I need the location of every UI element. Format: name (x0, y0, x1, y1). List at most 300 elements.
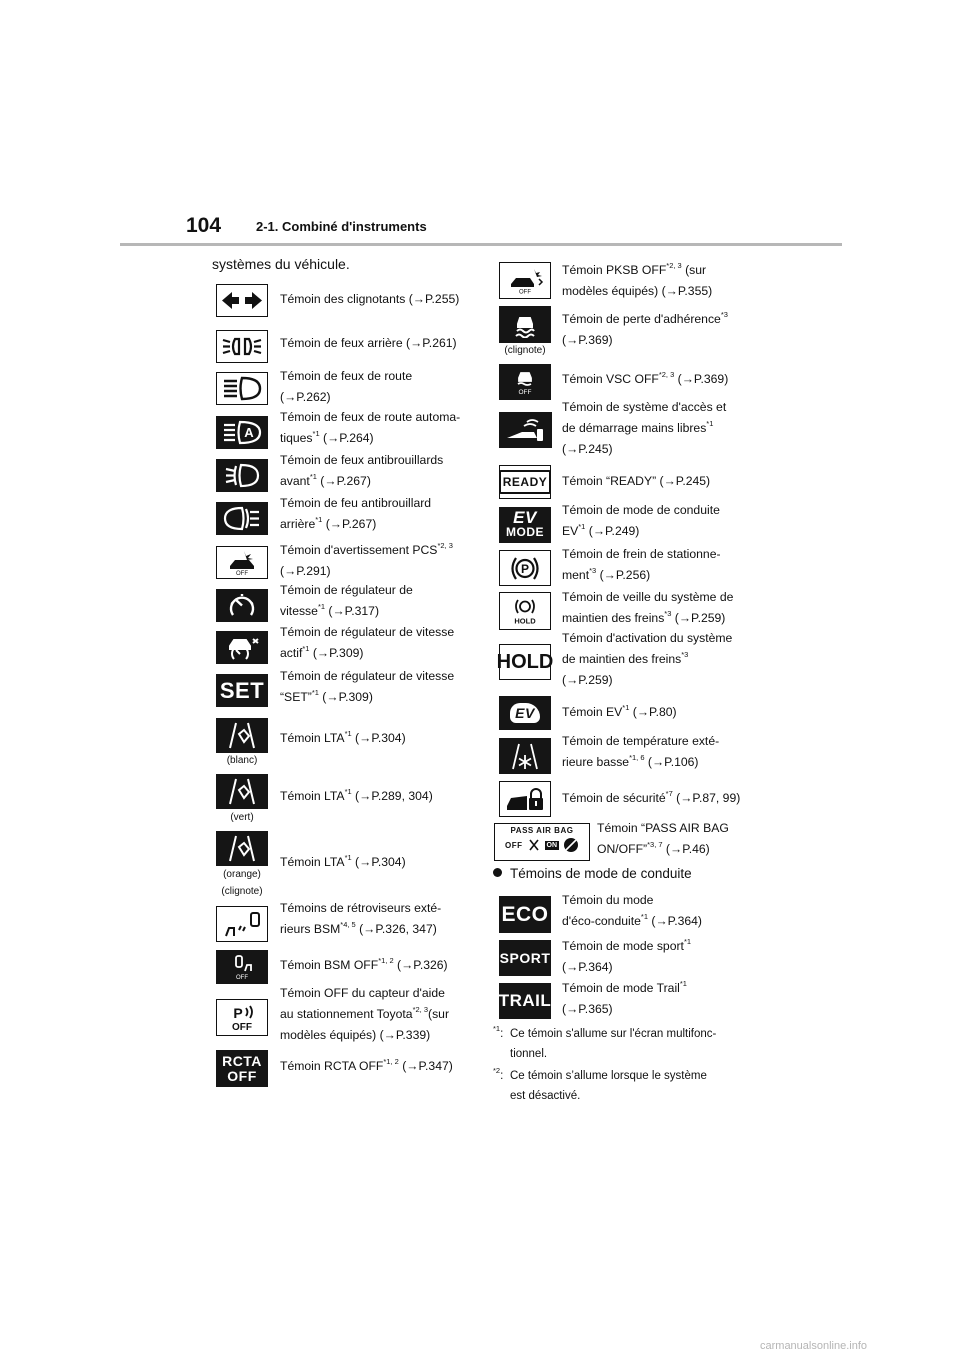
text-fragment: Témoin de sécurité (562, 791, 666, 805)
footnote-ref: *1, 6 (629, 753, 645, 762)
high-beam-icon (216, 372, 268, 405)
footnote-line: Ce témoin s'allume sur l'écran multifonc- (510, 1028, 717, 1040)
text-fragment: ( (562, 333, 567, 347)
text-fragment: Témoin LTA (280, 731, 345, 745)
left-item-line (280, 1004, 449, 1025)
text-fragment: P.309) (329, 646, 364, 660)
text-fragment: Témoin de feux de route (280, 369, 413, 383)
text-fragment: “SET” (280, 690, 312, 704)
ready-icon (499, 465, 551, 499)
arrow-icon: → (324, 474, 337, 488)
pass-airbag-on-label: ON (546, 841, 557, 849)
pass-airbag-label: PASS AIR BAG (510, 826, 574, 835)
arrow-icon: → (655, 914, 668, 928)
drive-item-line (562, 911, 702, 932)
text-fragment: P.259) (578, 673, 613, 687)
footnote-line: Ce témoin s’allume lorsque le système (510, 1070, 707, 1082)
right-item-2 (562, 309, 728, 351)
text-fragment: P.347) (418, 1059, 453, 1073)
text-fragment: P.326) (413, 958, 448, 972)
pcs-warning-icon (216, 546, 268, 579)
left-item-12 (280, 786, 433, 807)
footnote-2 (493, 1066, 707, 1106)
parking-off-label: OFF (232, 1022, 252, 1031)
right-item-line (562, 260, 712, 281)
text-fragment: P.87, 99) (692, 791, 741, 805)
right-item-5 (562, 471, 710, 492)
security-icon (499, 781, 551, 817)
right-item-line (562, 752, 719, 773)
left-item-9 (280, 622, 454, 664)
vsc-off-label: OFF (518, 388, 532, 396)
right-item-line (562, 702, 677, 723)
tail-light-icon (216, 330, 268, 363)
left-item-4 (280, 407, 460, 449)
set-label: SET (219, 677, 265, 703)
left-item-line (280, 852, 406, 873)
icon-color-note: (blanc) (226, 755, 258, 766)
text-fragment: Témoin BSM OFF (280, 958, 379, 972)
right-item-line (562, 439, 726, 460)
text-fragment: Témoin de feux de route automa- (280, 410, 461, 424)
footnote-ref: *1 (578, 522, 586, 531)
left-item-line (280, 289, 459, 310)
text-fragment: ( (319, 431, 328, 445)
text-fragment: au stationnement Toyota (280, 1007, 413, 1021)
arrow-icon: → (401, 958, 414, 972)
footnote-ref: *3 (589, 566, 597, 575)
footnote-mark (493, 1066, 503, 1086)
text-fragment: Témoin des clignotants ( (280, 292, 413, 306)
arrow-icon: → (663, 474, 676, 488)
text-fragment: Témoin VSC OFF (562, 372, 659, 386)
turn-signal-icon (216, 284, 268, 317)
right-item-12 (562, 788, 740, 809)
text-fragment: de maintien des freins (562, 652, 682, 666)
right-item-line (562, 418, 726, 439)
text-fragment: ( (280, 564, 285, 578)
footnote-ref: *3 (720, 310, 728, 319)
arrow-icon: → (329, 517, 342, 531)
text-fragment: P.304) (371, 855, 406, 869)
drive-item-line (562, 936, 691, 957)
eco-label: ECO (501, 902, 549, 926)
right-item-1 (562, 260, 712, 302)
text-fragment: P.256) (615, 568, 651, 582)
text-fragment: ( (562, 1002, 567, 1016)
footnote-ref: *2, 3 (666, 261, 682, 270)
eco-mode-icon (499, 896, 551, 933)
left-item-line (280, 786, 433, 807)
ev-mode-icon (499, 507, 551, 543)
text-fragment: Témoin d'avertissement PCS (280, 543, 438, 557)
text-fragment: P.291) (296, 564, 331, 578)
section-title: 2-1. Combiné d'instruments (256, 219, 427, 234)
right-item-line (562, 731, 719, 752)
arrow-icon: → (406, 1059, 419, 1073)
drive-mode-heading-text: Témoins de mode de conduite (510, 866, 692, 881)
text-fragment: Témoin OFF du capteur d'aide (280, 986, 445, 1000)
footnote-ref: *1 (706, 419, 714, 428)
low-temperature-icon (499, 738, 551, 774)
text-fragment: P.267) (341, 517, 377, 531)
footnote-ref: *1 (312, 429, 320, 438)
footnote-ref: *1 (315, 515, 323, 524)
arrow-icon: → (670, 842, 683, 856)
left-item-line (280, 450, 443, 471)
right-item-line (562, 628, 732, 649)
arrow-icon: → (592, 524, 605, 538)
parking-p-letter: P (233, 1005, 243, 1021)
text-fragment: P.317) (344, 604, 380, 618)
arrow-icon: → (359, 731, 372, 745)
arrow-icon: → (566, 960, 579, 974)
left-item-line (280, 428, 460, 449)
right-item-line (562, 309, 728, 330)
text-fragment: ( (398, 1059, 407, 1073)
left-item-line (280, 493, 431, 514)
text-fragment: Témoin de feu antibrouillard (280, 496, 432, 510)
cruise-control-icon (216, 589, 268, 622)
arrow-icon: → (566, 333, 579, 347)
arrow-icon: → (363, 922, 376, 936)
rcta-label: RCTA (222, 1052, 262, 1069)
text-fragment: modèles équipés) ( (562, 284, 666, 298)
trail-label: TRAIL (498, 991, 552, 1010)
text-fragment: Témoins de rétroviseurs exté- (280, 901, 442, 915)
arrow-icon: → (678, 611, 692, 625)
vsc-off-icon (499, 364, 551, 400)
left-item-7 (280, 540, 453, 582)
text-fragment: Témoin de perte d'adhérence (562, 312, 721, 326)
text-fragment: arrière (280, 517, 316, 531)
text-fragment: maintien des freins (562, 611, 665, 625)
footnote-ref: *3, 7 (647, 840, 663, 849)
intro-text: systèmes du véhicule. (212, 256, 350, 272)
footnote-ref: *4, 5 (340, 920, 356, 929)
header-rule (120, 243, 842, 246)
text-fragment: Témoin de feux antibrouillards (280, 453, 444, 467)
text-fragment: (sur (681, 263, 707, 277)
text-fragment: modèles équipés) ( (280, 1028, 384, 1042)
text-fragment: Témoin de feux arrière ( (280, 336, 411, 350)
text-fragment: (sur (428, 1007, 450, 1021)
text-fragment: Témoin du mode (562, 893, 654, 907)
rcta-off-label: OFF (227, 1067, 257, 1084)
right-item-line (562, 608, 733, 629)
text-fragment: Témoin “READY” ( (562, 474, 664, 488)
parking-brake-p-letter: P (520, 561, 530, 576)
text-fragment: Témoin PKSB OFF (562, 263, 667, 277)
drive-item-1 (562, 890, 702, 932)
text-fragment: tiques (280, 431, 313, 445)
text-fragment: ( (280, 390, 285, 404)
right-item-line (562, 587, 733, 608)
arrow-icon: → (566, 673, 579, 687)
right-item-11 (562, 731, 719, 773)
right-item-line (597, 839, 729, 860)
arrow-icon: → (681, 372, 694, 386)
watermark: carmanualsonline.info (760, 1340, 868, 1352)
footnote-ref: *3 (664, 609, 672, 618)
right-item-line (562, 565, 721, 586)
drive-item-line (562, 890, 702, 911)
text-fragment: ment (562, 568, 590, 582)
text-fragment: ( (562, 442, 567, 456)
left-item-10 (280, 666, 454, 708)
text-fragment: P.326, 347) (375, 922, 437, 936)
icon-flash-note: (clignote) (221, 886, 263, 897)
left-item-line (280, 601, 413, 622)
lta-orange-icon (216, 831, 268, 866)
arrow-icon: → (316, 646, 330, 660)
right-item-line (562, 788, 740, 809)
slip-indicator-icon (499, 306, 551, 343)
icon-color-note: (vert) (230, 812, 254, 823)
front-fog-light-icon (216, 459, 268, 492)
left-item-16 (280, 983, 449, 1046)
text-fragment: P.264) (339, 431, 374, 445)
left-item-line (280, 580, 413, 601)
pass-airbag-icon (494, 823, 590, 861)
arrow-icon: → (412, 292, 425, 306)
text-fragment: rieurs BSM (280, 922, 341, 936)
text-fragment: ( (648, 914, 656, 928)
left-item-11 (280, 728, 406, 749)
left-item-1 (280, 289, 459, 310)
right-item-line (562, 330, 728, 351)
text-fragment: Témoin de régulateur de (280, 583, 413, 597)
footnote-ref: *1 (683, 937, 692, 946)
right-item-line (562, 670, 732, 691)
bsm-off-label: OFF (236, 974, 248, 981)
lta-white-icon (216, 718, 268, 753)
left-item-6 (280, 493, 431, 535)
auto-high-beam-icon (216, 416, 268, 449)
text-fragment: ( (562, 673, 567, 687)
auto-a-letter: A (244, 425, 254, 440)
footnote-ref: *1 (344, 787, 352, 796)
drive-item-2 (562, 936, 691, 978)
text-fragment: ( (355, 922, 364, 936)
left-item-8 (280, 580, 413, 622)
left-item-13 (280, 852, 406, 873)
right-item-8 (562, 587, 733, 629)
right-item-10 (562, 702, 677, 723)
icon-flash-note: (clignote) (504, 345, 546, 356)
left-item-line (280, 622, 454, 643)
left-item-3 (280, 366, 412, 408)
text-fragment: P.289, 304) (371, 789, 433, 803)
left-item-line (280, 333, 457, 354)
text-fragment: vitesse (280, 604, 318, 618)
right-item-9 (562, 628, 732, 691)
left-item-line (280, 687, 454, 708)
footnote-ref: *1, 2 (378, 956, 394, 965)
text-fragment: ( (629, 705, 637, 719)
footnote-ref: *1 (302, 644, 310, 653)
arrow-icon: → (359, 855, 372, 869)
cruise-set-icon (216, 674, 268, 707)
left-item-5 (280, 450, 443, 492)
text-fragment: Témoin de mode sport (562, 939, 684, 953)
bsm-off-icon (216, 950, 268, 984)
right-item-13 (597, 818, 729, 860)
pass-airbag-off-label: OFF (505, 840, 523, 850)
footnote-ref: *1 (640, 912, 648, 921)
text-fragment: Témoin LTA (280, 789, 345, 803)
right-item-line (562, 544, 721, 565)
right-item-line (562, 397, 726, 418)
arrow-icon: → (359, 789, 372, 803)
left-item-line (280, 1025, 449, 1046)
text-fragment: P.304) (371, 731, 406, 745)
text-fragment: P.369) (693, 372, 729, 386)
footnote-ref: *7 (665, 789, 673, 798)
ready-label: READY (502, 475, 548, 489)
sport-mode-icon (499, 940, 551, 976)
arrow-icon: → (332, 604, 345, 618)
text-fragment: Témoin LTA (280, 855, 345, 869)
text-fragment: P.309) (338, 690, 373, 704)
text-fragment: P.245) (578, 442, 613, 456)
right-item-4 (562, 397, 726, 460)
lta-green-icon (216, 774, 268, 809)
arrow-icon: → (566, 442, 579, 456)
right-item-line (562, 521, 720, 542)
bullet-dot (493, 868, 502, 877)
left-item-line (280, 728, 406, 749)
footnote-ref: *2, 3 (437, 541, 453, 550)
text-fragment: ( (316, 474, 325, 488)
text-fragment: P.364) (578, 960, 613, 974)
arrow-icon: → (603, 568, 616, 582)
text-fragment: actif (280, 646, 303, 660)
footnote-mark-suffix: : (500, 1070, 504, 1082)
text-fragment: Témoin EV (562, 705, 623, 719)
text-fragment: ( (309, 646, 317, 660)
text-fragment: ( (351, 731, 360, 745)
rcta-off-icon (216, 1050, 268, 1087)
text-fragment: avant (280, 474, 310, 488)
text-fragment: ( (351, 789, 360, 803)
ev-mode-label: MODE (506, 525, 544, 539)
text-fragment: ( (318, 690, 327, 704)
left-item-line (280, 955, 448, 976)
arrow-icon: → (326, 690, 339, 704)
brake-hold-standby-icon (499, 592, 551, 630)
text-fragment: P.339) (395, 1028, 431, 1042)
left-item-15 (280, 955, 448, 976)
left-item-line (280, 643, 454, 664)
arrow-icon: → (636, 705, 650, 719)
arrow-icon: → (665, 284, 678, 298)
right-item-line (562, 369, 728, 390)
footnote-ref: *1 (622, 703, 630, 712)
footnote-1 (493, 1024, 716, 1064)
footnote-mark (493, 1024, 503, 1044)
text-fragment: ON/OFF” (597, 842, 648, 856)
text-fragment: Témoin de mode Trail (562, 981, 680, 995)
left-item-line (280, 471, 443, 492)
text-fragment: Témoin d'activation du système (562, 631, 733, 645)
footnote-ref: *1 (311, 688, 319, 697)
drive-item-line (562, 978, 687, 999)
left-item-line (280, 366, 412, 387)
left-item-line (280, 387, 412, 408)
text-fragment: ( (674, 372, 682, 386)
text-fragment: P.46) (682, 842, 710, 856)
icon-color-note: (orange) (223, 869, 261, 880)
footnote-ref: *1 (679, 979, 687, 988)
arrow-icon: → (383, 1028, 396, 1042)
footnote-mark-suffix: : (500, 1028, 504, 1040)
text-fragment: ( (325, 604, 333, 618)
rear-fog-light-icon (216, 502, 268, 535)
footnote-ref: *2, 3 (412, 1005, 429, 1014)
pksb-off-icon (499, 262, 551, 299)
text-fragment: ( (322, 517, 330, 531)
text-fragment: ( (585, 524, 593, 538)
arrow-icon: → (284, 390, 297, 404)
text-fragment: P.80) (649, 705, 677, 719)
text-fragment: P.355) (677, 284, 713, 298)
right-item-6 (562, 500, 720, 542)
right-item-line (597, 818, 729, 839)
text-fragment: P.262) (296, 390, 331, 404)
arrow-icon: → (410, 336, 423, 350)
text-fragment: P.267) (336, 474, 371, 488)
text-fragment: P.245) (675, 474, 711, 488)
drive-item-line (562, 957, 691, 978)
footnote-mark-number: *2 (493, 1066, 501, 1075)
arrow-icon: → (284, 564, 297, 578)
arrow-icon: → (680, 791, 693, 805)
bsm-mirror-icon (216, 906, 268, 942)
drive-mode-heading (493, 866, 692, 881)
drive-item-line (562, 999, 687, 1020)
parking-brake-icon (499, 550, 551, 586)
brake-hold-active-icon (496, 644, 554, 680)
arrow-icon: → (327, 431, 340, 445)
text-fragment: P.259) (691, 611, 726, 625)
footnote-ref: *3 (681, 650, 689, 659)
left-item-line (280, 514, 431, 535)
pcs-off-label: OFF (236, 571, 248, 576)
text-fragment: P.365) (578, 1002, 613, 1016)
left-item-line (280, 983, 449, 1004)
left-item-line (280, 666, 454, 687)
right-item-line (562, 471, 710, 492)
text-fragment: P.261) (422, 336, 457, 350)
left-item-line (280, 919, 441, 940)
page-number: 104 (186, 214, 222, 237)
text-fragment: Témoin de régulateur de vitesse (280, 625, 455, 639)
text-fragment: Témoin “PASS AIR BAG (597, 821, 729, 835)
brake-hold-active-label: HOLD (496, 650, 554, 673)
text-fragment: rieure basse (562, 755, 630, 769)
left-item-line (280, 561, 453, 582)
passenger-seat-icon (527, 838, 541, 852)
text-fragment: EV (562, 524, 579, 538)
text-fragment: de démarrage mains libres (562, 421, 707, 435)
text-fragment: P.249) (605, 524, 640, 538)
adaptive-cruise-icon (216, 631, 268, 664)
text-fragment: ( (672, 791, 681, 805)
drive-item-3 (562, 978, 687, 1020)
footnote-ref: *1 (309, 472, 317, 481)
text-fragment: Témoin de système d'accès et (562, 400, 727, 414)
